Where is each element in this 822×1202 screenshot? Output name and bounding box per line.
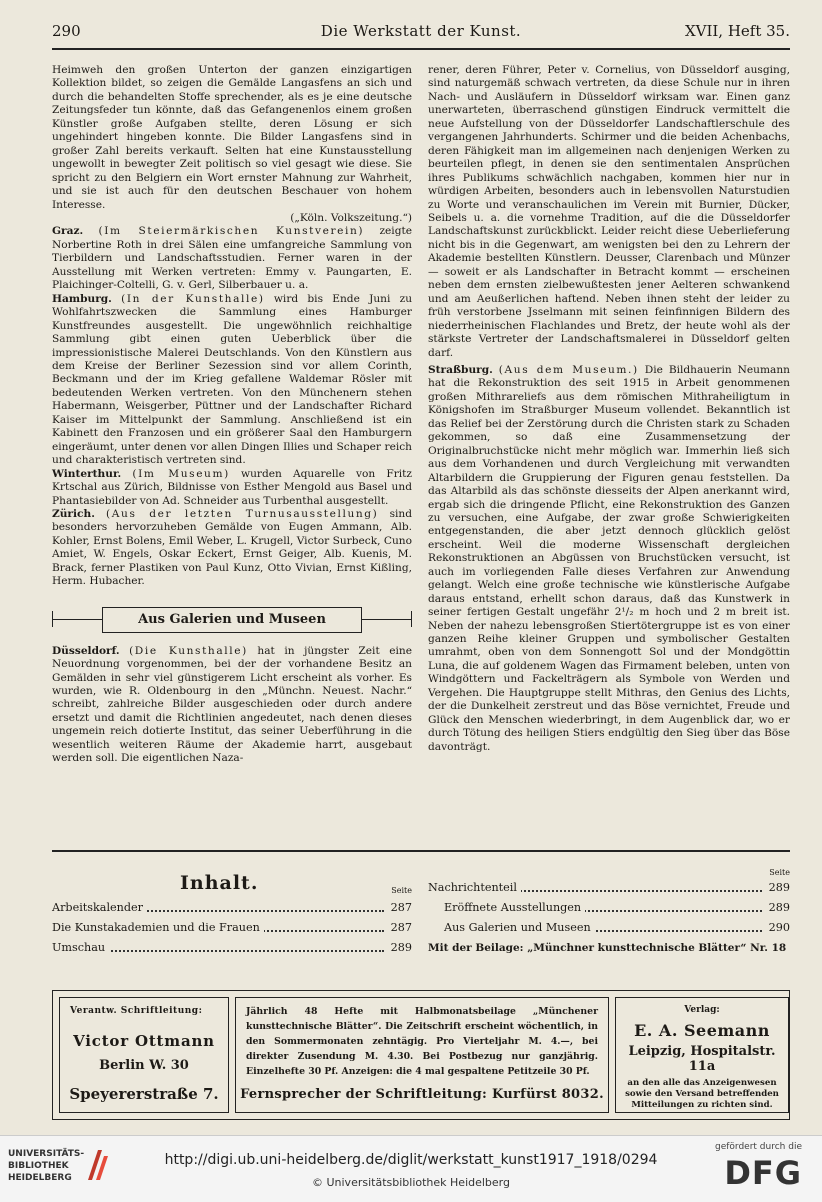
entry-text: wird bis Ende Juni zu Wohlfahrtszwecken die Sammlung eines Hamburger Kunstfreundes ausgestellt. Die ungewöhnlich reichhaltige Sammlung gibt einen guten Ueberblick über die impressionistische Malerei Deutschlands. Von den Künstlern aus dem Kreise der Berliner Sezession sind vor allem Corinth, Beckmann und der im Krieg gefallene Waldemar Rösler mit bedeutenden Werken vertreten. Von den Münchenern stehen Habermann, Weisgerber, Püttner und der Landschafter Richard Kaiser im Mittelpunkt der Sammlung. Anschließend ist ein Kabinett den Franzosen und ein größerer Saal den Hamburgern eingeräumt, unter denen vor allen Dingen Illies und Schaper reich und charakteristisch vertreten sind. [52,292,413,467]
toc-right [428,868,790,956]
entry-text: Die Bildhauerin Neumann hat die Rekonstruktion des seit 1915 in Arbeit genommenen großen Mithrareliefs aus dem römischen Mithraheiligtum in Königshofen im Straßburger Museum vollendet. Bekanntlich ist das Relief bei der Zerstörung durch die Christen stark zu Schaden gekommen, so daß eine Zusammensetzung der Originalbruchstücke nicht mehr möglich war. Immerhin ließ sich aus dem Vorhandenen und durch Vergleichung mit verwandten Altarbildern die Gruppierung der Figuren genau feststellen. Da das Altarbild als das schönste diesseits der Alpen anerkannt wird, ergab sich die dringende Pflicht, eine Rekonstruktion des Ganzen zu versuchen, eine Aufgabe, der zwar große Schwierigkeiten entgegenstanden, die aber jetzt dennoch glücklich gelöst erscheint. Weil die moderne Wissenschaft dergleichen Rekonstruktionen an Abgüssen von Bruchstücken versucht, ist auch im vorliegenden Falle dieses Verfahren zur Anwendung gelangt. Welch eine große technische wie künstlerische Aufgabe daraus entstand, erhellt schon daraus, daß das Kunstwerk in seiner fertigen Gestalt ungefähr 2¹/₂ m hoch und 2 m breit ist. Neben der nahezu lebensgroßen Stiertötergruppe ist es von einer ganzen Reihe kleiner Gruppen und symbolischer Gestalten umrahmt, oben von dem Sonnengott Sol und der Mondgöttin Luna, die auf goldenem Wagen das Firmament beleben, unten von Windgöttern und Fackelträgern als Symbole von Werden und Vergehen. Die Hauptgruppe stellt Mithras, den Genius des Lichts, der die Dunkelheit zerstreut und das Böse vernichtet, Freude und Glück den Menschen wiederbringt, in dem Augenblick dar, wo er durch Tötung des heiligen Stiers endgültig den Sieg über das Böse davonträgt. [428,363,790,753]
banner-tick [411,611,412,627]
entry-graz [52,225,412,292]
toc-entry[interactable] [428,898,790,918]
editor-name: Victor Ottmann [73,1032,215,1050]
page-header [52,22,790,46]
page-number: 290 [52,22,81,40]
toc-entry-label: Umschau [52,941,109,954]
source-citation: („Köln. Volkszeitung.“) [290,211,412,224]
section-banner [52,605,412,633]
toc-entry-label: Eröffnete Ausstellungen [428,901,585,914]
city-heading: Straßburg. [428,363,493,376]
dfg-logo: DFG [724,1154,802,1192]
toc-entry-page: 289 [765,898,790,918]
publisher-box [615,997,789,1113]
city-heading: Graz. [52,225,84,238]
article-paragraph: Heimweh den großen Unterton der ganzen einzigartigen Kollektion bildet, so zeigen die Gemälde Langasfens an sich und durch die behandelten Stoffe sprechender, als es je eine deutsche Zeitungsfeder tun könnte, daß das Gefangenenlos einem großen Künstler große Aufgaben stellte, deren Lösung er sich ungehindert hingeben konnte. Die Bilder Langasfens sind in großer Zahl bereits verkauft. Selten hat eine Kunstausstellung ungewollt in bewegter Zeit politisch so viel gesagt wie diese. Sie spricht zu den Belgiern ein Wort ernster Mahnung zur Wahrheit, und sie ist auch für den deutschen Beschauer von hohem Interesse. [52,64,412,211]
toc-entry[interactable] [428,878,790,898]
toc-entry[interactable] [52,898,412,918]
toc-entry-page: 290 [765,918,790,938]
digitization-footer [0,1135,822,1202]
editor-box [59,997,229,1113]
editor-label: Verantw. Schriftleitung: [70,1006,203,1016]
editor-city: Berlin W. 30 [99,1058,189,1073]
subscription-text: Jährlich 48 Hefte mit Halbmonatsbeilage „Münchener kunsttechnische Blätter“. Die Zeitschrift erscheint wöchentlich, in den Sommermonaten zehntägig. Pro Vierteljahr M. 4.—, bei direkter Zusendung M. 4.30. Bei Postbezug nur ganzjährig. Einzelhefte 30 Pf. Anzeigen: die 4 mal gespaltene Petitzeile 30 Pf. [246,1006,598,1077]
toc-entry[interactable] [52,918,412,938]
entry-strassburg [428,364,790,754]
toc-entry[interactable] [52,938,412,958]
toc-entry-label: Arbeitskalender [52,901,147,914]
toc-entry-page: 287 [387,918,412,938]
funding-label: gefördert durch die [715,1142,802,1152]
toc-entry[interactable] [428,918,790,938]
toc-entry-label: Aus Galerien und Museen [428,921,595,934]
city-heading: Zürich. [52,507,95,520]
entry-text: zeigte Norbertine Roth in drei Sälen eine umfangreiche Sammlung von Tierbildern und Landschaftsstudien. Ferner waren in der Ausstellung mit Werken vertreten: Emmy v. Paungarten, E. Plaichinger-Coltelli, G. v. Gerl, Silberbauer u. a. [52,225,412,292]
supplement-note: Mit der Beilage: „Münchner kunsttechnische Blätter“ Nr. 18 [428,942,787,954]
city-heading: Düsseldorf. [52,644,120,657]
toc-entry-page: 289 [387,938,412,958]
toc-entry-page: 289 [765,878,790,898]
editorial-phone: Fernsprecher der Schriftleitung: Kurfürst 8032. [240,1087,604,1102]
publisher-label: Verlag: [684,1005,720,1015]
volume-issue: XVII, Heft 35. [684,22,790,40]
entry-hamburg [52,293,412,468]
running-title: Die Werkstatt der Kunst. [320,22,522,40]
editor-street: Speyererstraße 7. [69,1085,219,1103]
toc-left [52,886,412,958]
imprint-frame [52,990,790,1120]
toc-seite-label: Seite [391,886,412,895]
toc-entry-label: Nachrichtenteil [428,881,521,894]
venue: (Aus dem Museum.) [498,363,639,376]
article-paragraph: rener, deren Führer, Peter v. Cornelius, von Düsseldorf ausging, sind naturgemäß schwach vertreten, da diese Schule nur in ihren Nach- und Ausläufern in Düsseldorf wirksam war. Einen ganz unerwarteten, überraschend günstigen Eindruck vermittelt die neue Aufstellung von der Düsseldorfer Landschaftlerschule des vergangenen Jahrhunderts. Schirmer und die beiden Achenbachs, deren Fähigkeit man im allgemeinen nach denjenigen Werken zu beurteilen pflegt, in denen sie den sentimentalen Ansprüchen ihres Publikums schwächlich nachgaben, kommen hier nur in würdigen Arbeiten, besonders auch in lebensvollen Naturstudien zu Worte und veranschaulichen im Verein mit Burnier, Dücker, Seibels u. a. die vornehme Tradition, auf die die Düsseldorfer Landschaftskunst zurückblickt. Leider reicht diese Ueberlieferung nicht bis in die Gegenwart, am wenigsten bei den zu Lehrern der Akademie bestellten Künstlern. Deusser, Clarenbach und Münzer — soweit er als Landschafter in Betracht kommt — erscheinen neben dem ernsten zielbewußtesten jener Aelteren schwankend und am Aeußerlichen haftend. Neben ihnen steht der leider zu früh verstorbene Jsselmann mit seinen feinfinnigen Bildern des niederrheinischen Flachlandes und Bretz, der heute wohl als der stärkste Vertreter der Landschaftsmalerei in Düsseldorf gelten darf. [428,64,790,359]
toc-entry-label: Die Kunstakademien und die Frauen [52,921,264,934]
column-left [52,64,412,766]
venue: (Im Museum) [132,467,230,480]
entry-text: wurden Aquarelle von Fritz Krtschal aus Zürich, Bildnisse von Esther Mengold aus Basel und Phantasiebilder von Ad. Schneider aus Turbenthal ausgestellt. [52,467,412,507]
column-right [428,64,790,754]
venue: (Aus der letzten Turnusausstellung) [106,507,379,520]
entry-text: hat in jüngster Zeit eine Neuordnung vorgenommen, bei der der vorhandene Besitz an Gemälden in sehr viel günstigerem Licht erscheint als vorher. Es wurden, wie R. Oldenbourg in den „Münchn. Neuest. Nachr.“ schreibt, zahlreiche Bilder ausgeschieden oder durch andere ersetzt und damit die Richtlinien angedeutet, nach denen dieses ungemein reich dotierte Institut, das seiner Ueberführung in die wesentlich weiteren Räume der Akademie harrt, ausgebaut werden soll. Die eigentlichen Naza- [52,644,413,765]
city-heading: Winterthur. [52,467,122,480]
publisher-address: Leipzig, Hospitalstr. 11a [628,1044,776,1074]
header-rule [52,48,790,50]
publisher-note: an den alle das Anzeigenwesen sowie den Versand betreffenden Mitteilungen zu richten sind. [625,1078,779,1110]
entry-dusseldorf [52,645,412,766]
toc-entry-page: 287 [387,898,412,918]
entry-text: sind besonders hervorzuheben Gemälde von Eugen Ammann, Alb. Kohler, Ernst Bolens, Emil Weber, L. Krugell, Victor Surbeck, Cuno Amiet, W. Engels, Oskar Eckert, Ernst Geiger, Alb. Kuenis, M. Brack, ferner Plastiken von Paul Kunz, Otto Vivian, Ernst Kißling, Herm. Hubacher. [52,507,412,588]
entry-winterthur [52,468,412,508]
library-name: UNIVERSITÄTS- BIBLIOTHEK HEIDELBERG [8,1149,85,1183]
venue: (Im Steiermärkischen Kunstverein) [98,225,365,238]
subscription-box [235,997,609,1113]
city-heading: Hamburg. [52,292,112,305]
copyright-notice: © Universitätsbibliothek Heidelberg [311,1176,510,1189]
toc-title: Inhalt. [180,872,259,894]
section-title: Aus Galerien und Museen [102,607,362,633]
venue: (Die Kunsthalle) [129,644,248,657]
banner-line-right [362,619,412,620]
venue: (In der Kunsthalle) [121,292,265,305]
entry-zurich [52,508,412,589]
banner-line-left [52,619,102,620]
permalink-url[interactable]: http://digi.ub.uni-heidelberg.de/diglit/werkstatt_kunst1917_1918/0294 [164,1152,658,1168]
publisher-name: E. A. Seemann [634,1021,770,1040]
toc-seite-label: Seite [769,868,790,877]
section-divider [52,850,790,852]
